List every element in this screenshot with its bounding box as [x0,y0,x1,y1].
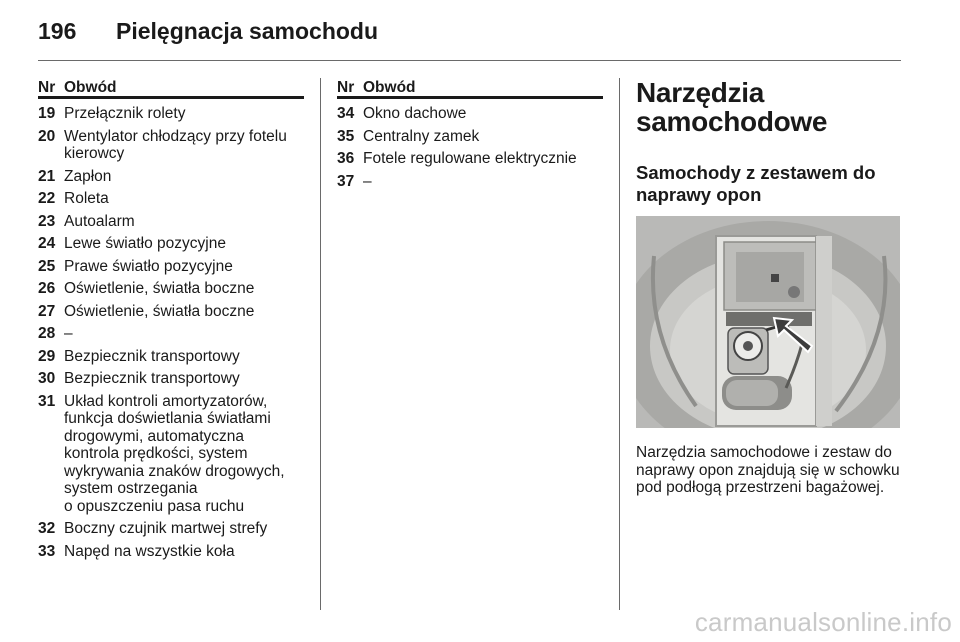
table-row [38,190,304,208]
fuse-table-left [38,80,304,565]
table-row [38,393,304,516]
table-row [38,213,304,231]
table-row [38,258,304,276]
fuse-number: 33 [38,542,56,560]
table-header [38,80,304,99]
fuse-number: 25 [38,257,56,275]
table-row [38,105,304,123]
table-header [337,80,603,99]
table-body [337,105,603,190]
header-rule [38,60,901,61]
table-row [38,128,304,163]
fuse-number: 29 [38,347,56,365]
fuse-number: 31 [38,392,56,410]
header-nr: Nr [38,79,56,96]
circuit-description: Roleta [64,190,109,207]
table-row [38,543,304,561]
column-divider [320,78,321,610]
table-row [38,370,304,388]
section-title: Narzędzia samochodowe [636,77,828,137]
fuse-number: 20 [38,127,56,145]
circuit-description: Okno dachowe [363,105,467,122]
fuse-number: 22 [38,190,56,207]
section-subtitle: Samochody z zestawem do naprawy opon [636,162,876,205]
table-row [337,173,603,191]
header-circuit: Obwód [64,79,117,96]
circuit-description: Układ kontroli amortyzatorów, funkcja doświetlania światłami drogowymi, automatyczna kontrola prędkości, system wykrywania znaków drogowych, system ostrzegania o opuszczeniu pasa ruchu [64,392,285,515]
watermark: carmanualsonline.info [694,607,952,637]
table-row [38,325,304,343]
circuit-description: Prawe światło pozycyjne [64,257,233,275]
circuit-description: Wentylator chłodzący przy fotelu kierowcy [64,127,287,162]
fuse-number: 24 [38,235,56,252]
circuit-description: Bezpiecznik transportowy [64,347,240,365]
table-row [38,348,304,366]
table-row [38,520,304,538]
page-header [38,18,378,48]
circuit-description: Centralny zamek [363,127,480,145]
fuse-number: 28 [38,325,56,342]
circuit-description: Przełącznik rolety [64,105,186,122]
circuit-description: Lewe światło pozycyjne [64,235,226,252]
circuit-description: – [363,172,372,190]
circuit-description: Boczny czujnik martwej strefy [64,520,268,537]
page-number: 196 [38,18,77,44]
fuse-number: 23 [38,212,56,230]
table-row [38,168,304,186]
fuse-number: 36 [337,150,355,167]
table-row [337,128,603,146]
column-divider [619,78,620,610]
circuit-description: Bezpiecznik transportowy [64,370,240,387]
circuit-description: Autoalarm [64,212,135,230]
vehicle-tools-section [636,78,902,497]
table-body [38,105,304,560]
page-title: Pielęgnacja samochodu [116,18,379,44]
fuse-number: 19 [38,105,56,122]
circuit-description: Napęd na wszystkie koła [64,542,235,560]
fuse-number: 27 [38,302,56,320]
fuse-number: 34 [337,105,355,122]
fuse-number: 30 [38,370,56,387]
circuit-description: Fotele regulowane elektrycznie [363,150,577,167]
header-circuit: Obwód [363,79,416,96]
fuse-number: 37 [337,172,355,190]
table-row [337,150,603,168]
table-row [337,105,603,123]
table-row [38,280,304,298]
fuse-number: 26 [38,280,56,297]
photo-caption: Narzędzia samochodowe i zestaw do naprawy opon znajdują się w schowku pod podłogą przestrzeni bagażowej. [636,444,900,496]
table-row [38,235,304,253]
circuit-description: Oświetlenie, światła boczne [64,280,255,297]
fuse-table-middle [337,80,603,195]
fuse-number: 35 [337,127,355,145]
circuit-description: Oświetlenie, światła boczne [64,302,255,320]
circuit-description: Zapłon [64,167,112,185]
tire-repair-kit-photo [636,216,900,428]
header-nr: Nr [337,79,355,96]
circuit-description: – [64,325,73,342]
fuse-number: 32 [38,520,56,537]
table-row [38,303,304,321]
fuse-number: 21 [38,167,56,185]
